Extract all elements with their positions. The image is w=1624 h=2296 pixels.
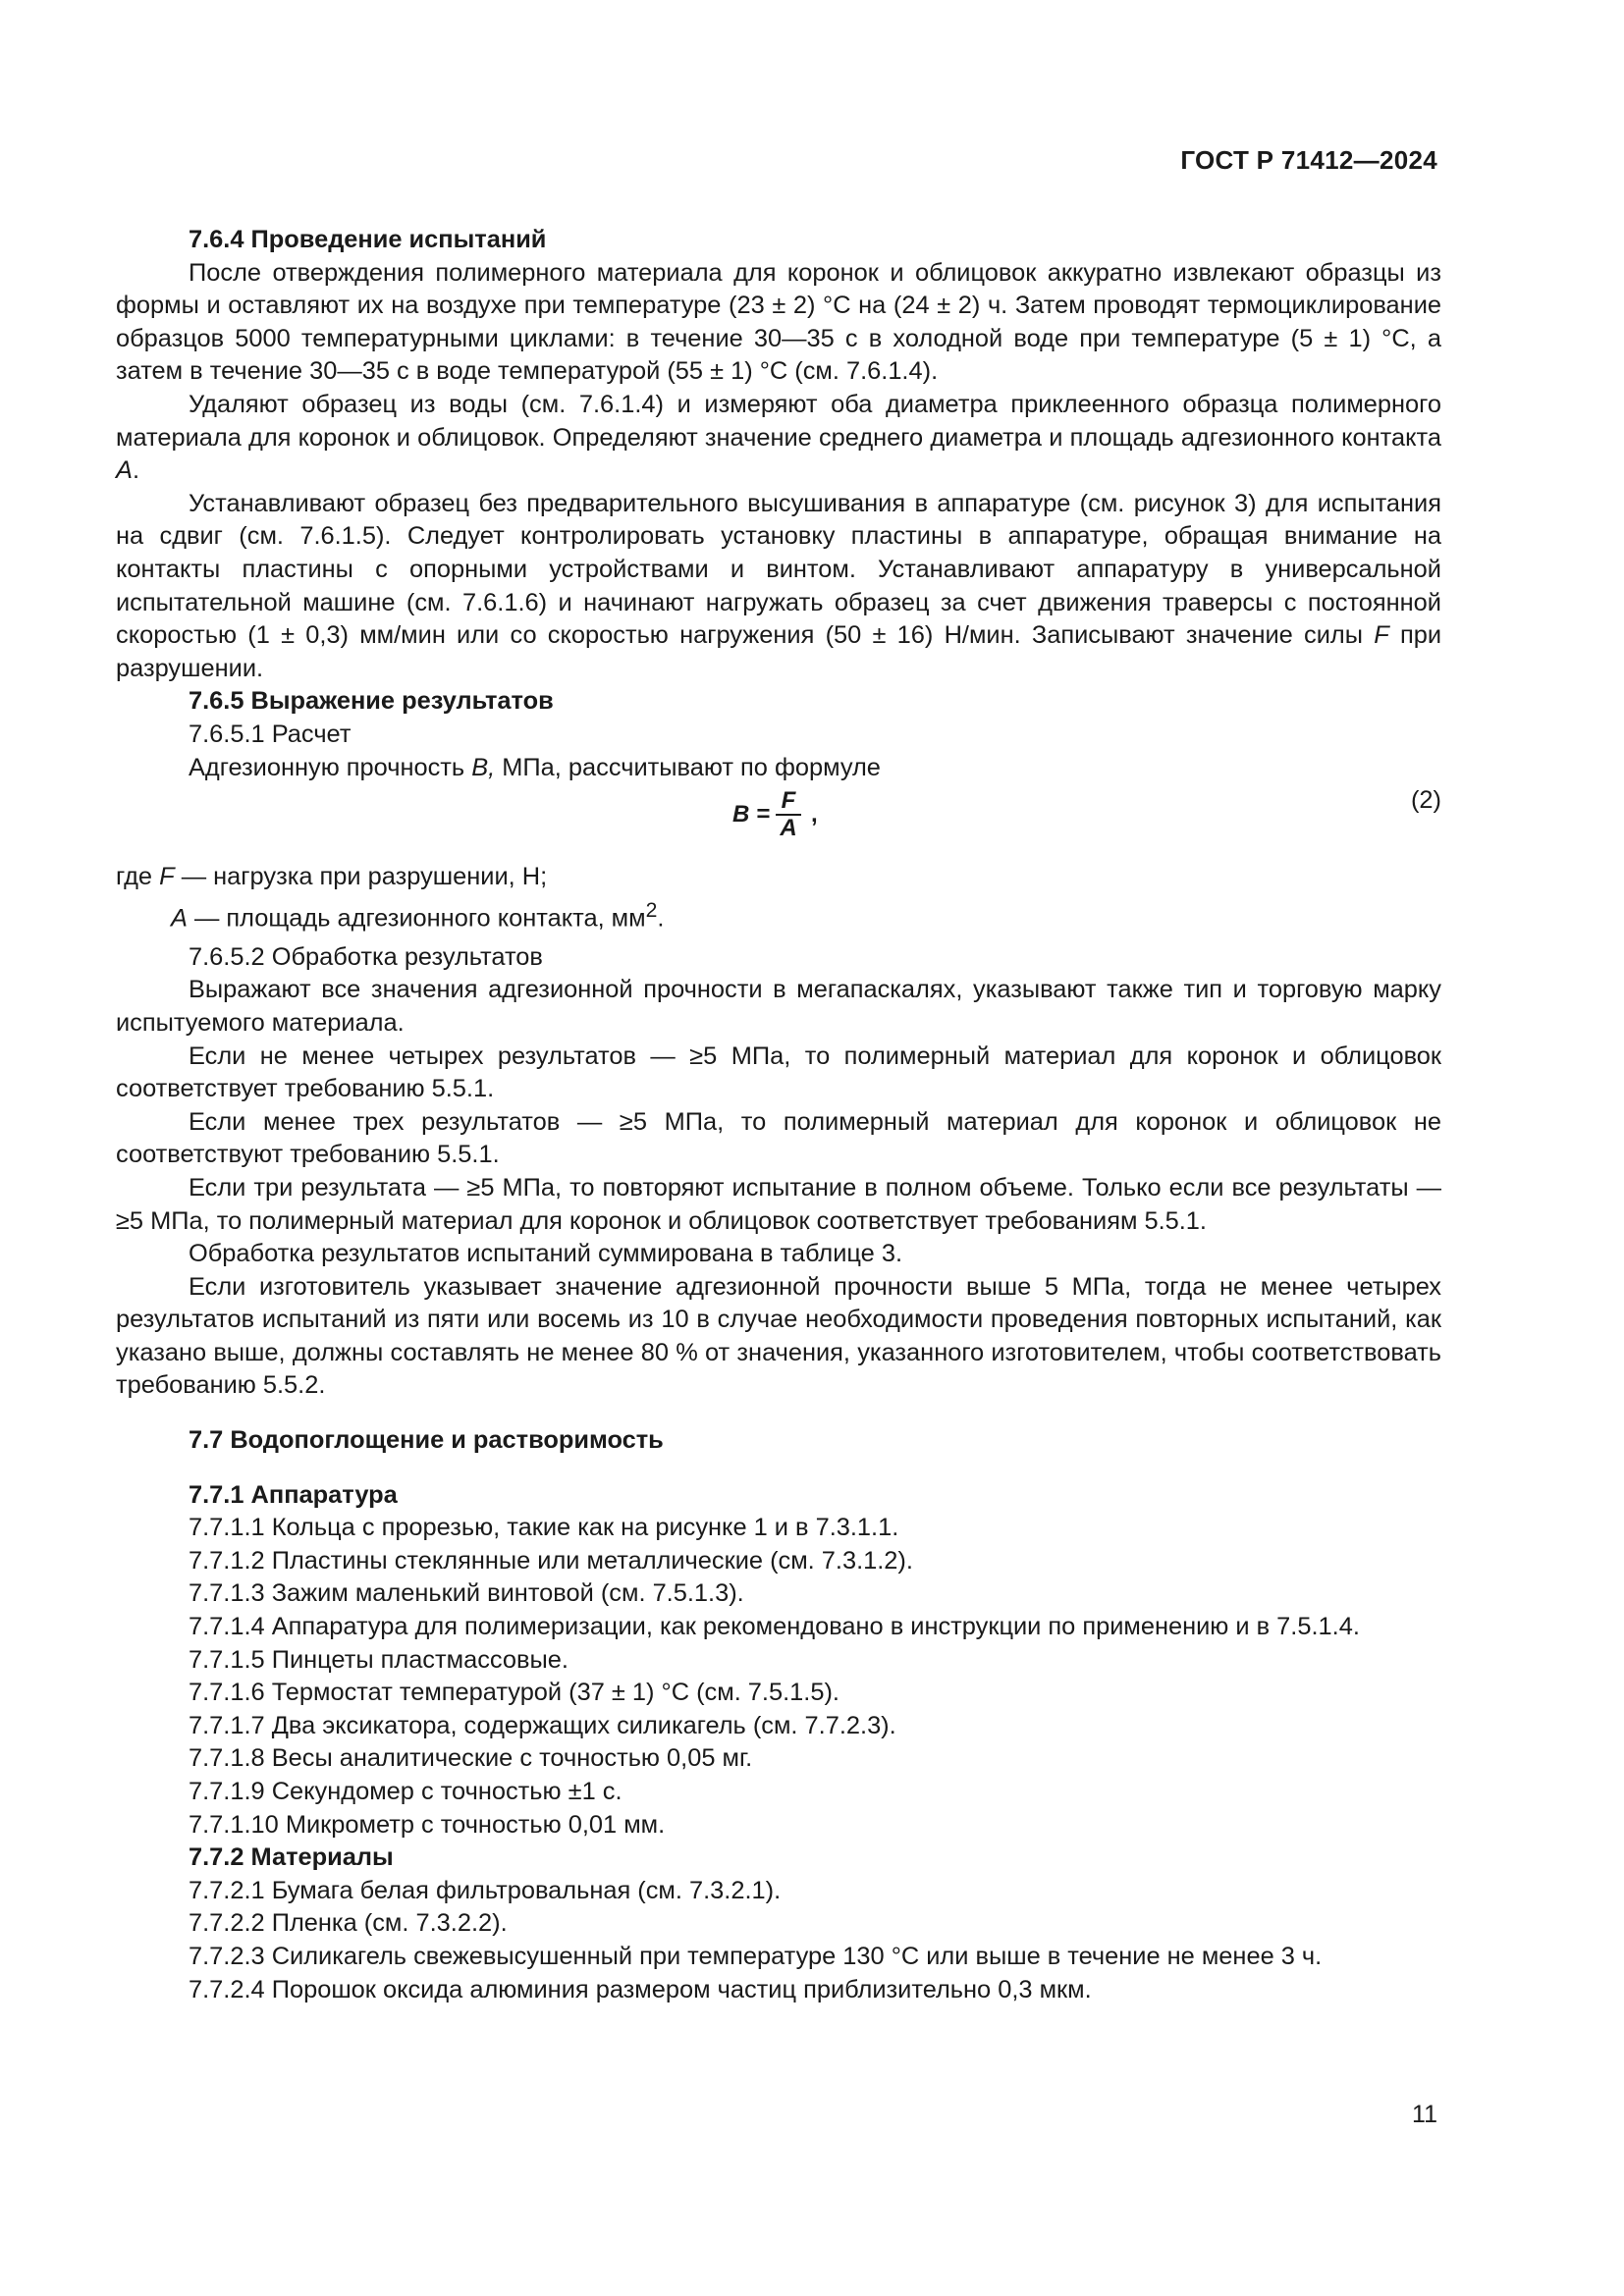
superscript: 2: [645, 898, 658, 922]
section-heading-7-7-2: 7.7.2 Материалы: [189, 1843, 394, 1872]
section-heading-7-6-4: 7.6.4 Проведение испытаний: [189, 226, 547, 253]
list-item: 7.7.1.10 Микрометр с точностью 0,01 мм.: [189, 1810, 666, 1839]
list-item: 7.7.1.5 Пинцеты пластмассовые.: [189, 1645, 568, 1674]
paragraph-text-end: .: [132, 456, 139, 485]
section-heading-7-7-1: 7.7.1 Аппаратура: [189, 1480, 398, 1509]
list-item: 7.7.1.1 Кольца с прорезью, такие как на рисунке 1 и в 7.3.1.1.: [189, 1514, 899, 1542]
spacer: [116, 1403, 1441, 1424]
list-item: 7.7.1.3 Зажим маленький винтовой (см. 7.5.1.3).: [189, 1579, 744, 1608]
formula-trail: ,: [811, 801, 818, 828]
variable: F: [1374, 621, 1389, 650]
paragraph: Если менее трех результатов — ≥5 МПа, то полимерный материал для коронок и облицовок не соответствуют требованию 5.5.1.: [116, 1107, 1441, 1169]
paragraph: Если изготовитель указывает значение адгезионной прочности выше 5 МПа, тогда не менее четырех результатов испытаний из пяти или восемь из 10 в случае необходимости проведения повторных испытаний, как указано выше, должны составлять не менее 80 % от значения, указанного изготовителем, чтобы соответствовать требованию 5.5.2.: [116, 1272, 1441, 1400]
section-heading-7-7: 7.7 Водопоглощение и растворимость: [189, 1426, 664, 1455]
where-f-text: — нагрузка при разрушении, Н;: [174, 863, 548, 891]
standard-designation: ГОСТ Р 71412—2024: [1180, 145, 1437, 175]
variable: В,: [471, 753, 496, 781]
paragraph-text: Устанавливают образец без предварительного высушивания в аппаратуре (см. рисунок 3) для испытания на сдвиг (см. 7.6.1.5). Следует контролировать установку пластины в аппаратуре, обращая внимание на контакты пластины с опорными устройствами и винтом. Устанавливают аппаратуру в универсальной испытательной машине (см. 7.6.1.6) и начинают нагружать образец за счет движения траверсы с постоянной скоростью (1 ± 0,3) мм/мин или со скоростью нагружения (50 ± 16) Н/мин. Записывают значение силы: [116, 489, 1441, 650]
formula-intro: [116, 752, 1441, 785]
list-item: 7.7.2.3 Силикагель свежевысушенный при температуре 130 °С или выше в течение не менее 3 ч.: [189, 1942, 1323, 1970]
variable: А: [116, 456, 133, 485]
where-a-end: .: [657, 904, 665, 933]
list-item: 7.7.1.6 Термостат температурой (37 ± 1) °С (см. 7.5.1.5).: [189, 1679, 839, 1707]
paragraph: Выражают все значения адгезионной прочности в мегапаскалях, указывают также тип и торговую марку испытуемого материала.: [116, 976, 1441, 1037]
paragraph: После отверждения полимерного материала для коронок и облицовок аккуратно извлекают образцы из формы и оставляют их на воздухе при температуре (23 ± 2) °С на (24 ± 2) ч. Затем проводят термоциклирование образцов 5000 температурными циклами: в течение 30—35 с в холодной воде при температуре (5 ± 1) °С, а затем в течение 30—35 с в воде температурой (55 ± 1) °С (см. 7.6.1.4).: [116, 258, 1441, 386]
list-item: 7.7.1.8 Весы аналитические с точностью 0,05 мг.: [189, 1744, 753, 1773]
page-content: [116, 224, 1441, 2006]
variable: F: [159, 863, 175, 891]
paragraph-text-end: при разрушении.: [116, 621, 1441, 682]
paragraph: Обработка результатов испытаний суммирована в таблице 3.: [189, 1240, 903, 1268]
subsection-7-6-5-1: 7.6.5.1 Расчет: [189, 720, 352, 748]
paragraph: Если не менее четырех результатов — ≥5 МПа, то полимерный материал для коронок и облицовок соответствует требованию 5.5.1.: [116, 1041, 1441, 1103]
formula-lhs: B =: [732, 801, 771, 828]
paragraph: Если три результата — ≥5 МПа, то повторяют испытание в полном объеме. Только если все результаты — ≥5 МПа, то полимерный материал для коронок и облицовок соответствует требованиям 5.5.1.: [116, 1173, 1441, 1235]
where-a: [116, 894, 1441, 935]
formula-intro-text-end: МПа, рассчитывают по формуле: [495, 753, 881, 781]
section-heading-7-6-5: 7.6.5 Выражение результатов: [189, 687, 554, 716]
formula-intro-text: Адгезионную прочность: [189, 753, 472, 781]
page-number: 11: [1412, 2101, 1437, 2128]
formula: [732, 788, 818, 841]
paragraph: [116, 488, 1441, 686]
list-item: 7.7.1.4 Аппаратура для полимеризации, как рекомендовано в инструкции по применению и в 7.5.1.4.: [189, 1613, 1360, 1641]
where-a-text: — площадь адгезионного контакта, мм: [187, 904, 646, 933]
paragraph: [116, 389, 1441, 488]
list-item: 7.7.2.1 Бумага белая фильтровальная (см. 7.3.2.1).: [189, 1876, 782, 1904]
formula-numerator: F: [781, 787, 796, 815]
list-item: 7.7.2.4 Порошок оксида алюминия размером частиц приблизительно 0,3 мкм.: [189, 1975, 1092, 2003]
list-item: 7.7.1.7 Два эксикатора, содержащих силикагель (см. 7.7.2.3).: [189, 1711, 896, 1739]
list-item: 7.7.1.9 Секундомер с точностью ±1 с.: [189, 1778, 623, 1805]
equation-number: (2): [1410, 786, 1441, 815]
paragraph-text: Удаляют образец из воды (см. 7.6.1.4) и измеряют оба диаметра приклеенного образца полимерного материала для коронок и облицовок. Определяют значение среднего диаметра и площадь адгезионного контакта: [116, 390, 1441, 452]
variable: А: [171, 904, 188, 933]
where-prefix: где: [116, 863, 160, 891]
spacer: [116, 1458, 1441, 1479]
subsection-7-6-5-2: 7.6.5.2 Обработка результатов: [189, 942, 543, 971]
list-item: 7.7.1.2 Пластины стеклянные или металлические (см. 7.3.1.2).: [189, 1546, 913, 1575]
where-f: [116, 861, 1441, 894]
list-item: 7.7.2.2 Пленка (см. 7.3.2.2).: [189, 1909, 508, 1938]
formula-fraction: [776, 788, 801, 841]
formula-row: [116, 784, 1441, 861]
formula-denominator: A: [780, 815, 797, 842]
